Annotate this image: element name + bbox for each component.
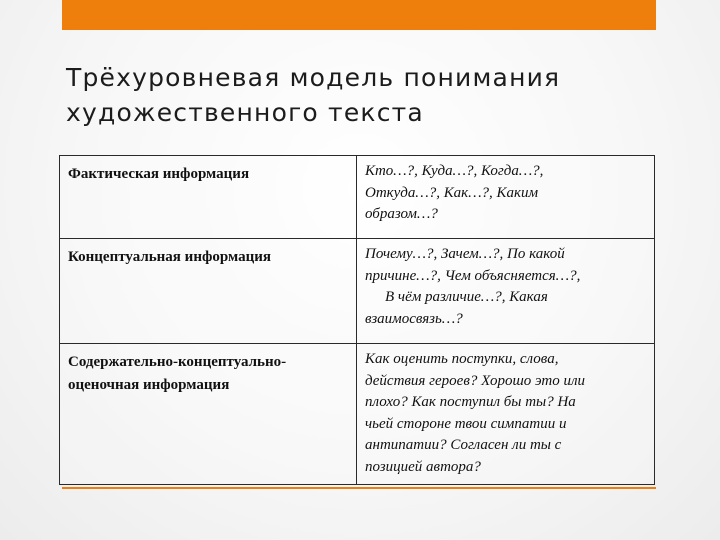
level-label-line: оценочная информация [68,377,230,393]
information-levels-table [59,155,655,485]
question-line: взаимосвязь…? [365,310,463,327]
table-row [60,156,655,239]
question-line: Кто…?, Куда…?, Когда…?, [365,163,544,179]
level-label: Концептуальная информация [68,249,271,265]
question-line: плохо? Как поступил бы ты? На [365,394,576,410]
question-line: действия героев? Хорошо это или [365,372,586,389]
top-accent-bar [62,0,656,30]
question-line: причине…?, Чем объясняется…?, [365,267,581,284]
level-label-cell [60,156,357,239]
level-label-cell [60,239,357,344]
question-line: антипатии? Согласен ли ты с [365,437,562,453]
table-row [60,239,655,344]
slide-title [66,60,666,130]
slide-title-line: художественного текста [66,98,424,127]
questions-cell [357,344,655,485]
question-line: образом…? [365,206,438,222]
level-label-cell [60,344,357,485]
question-line: позицией автора? [365,458,481,475]
question-line: чьей стороне твои симпатии и [365,415,567,432]
bottom-accent-line [62,487,656,489]
questions-cell [357,239,655,344]
questions-cell [357,156,655,239]
level-label-line: Содержательно-концептуально- [68,354,287,370]
level-label: Фактическая информация [68,166,250,182]
question-line: Почему…?, Зачем…?, По какой [365,246,565,262]
table-row [60,344,655,485]
question-line: Откуда…?, Как…?, Каким [365,184,539,201]
question-line: Как оценить поступки, слова, [365,351,559,367]
question-line: В чём различие…?, Какая [385,289,548,305]
slide-title-line: Трёхуровневая модель понимания [66,63,561,92]
